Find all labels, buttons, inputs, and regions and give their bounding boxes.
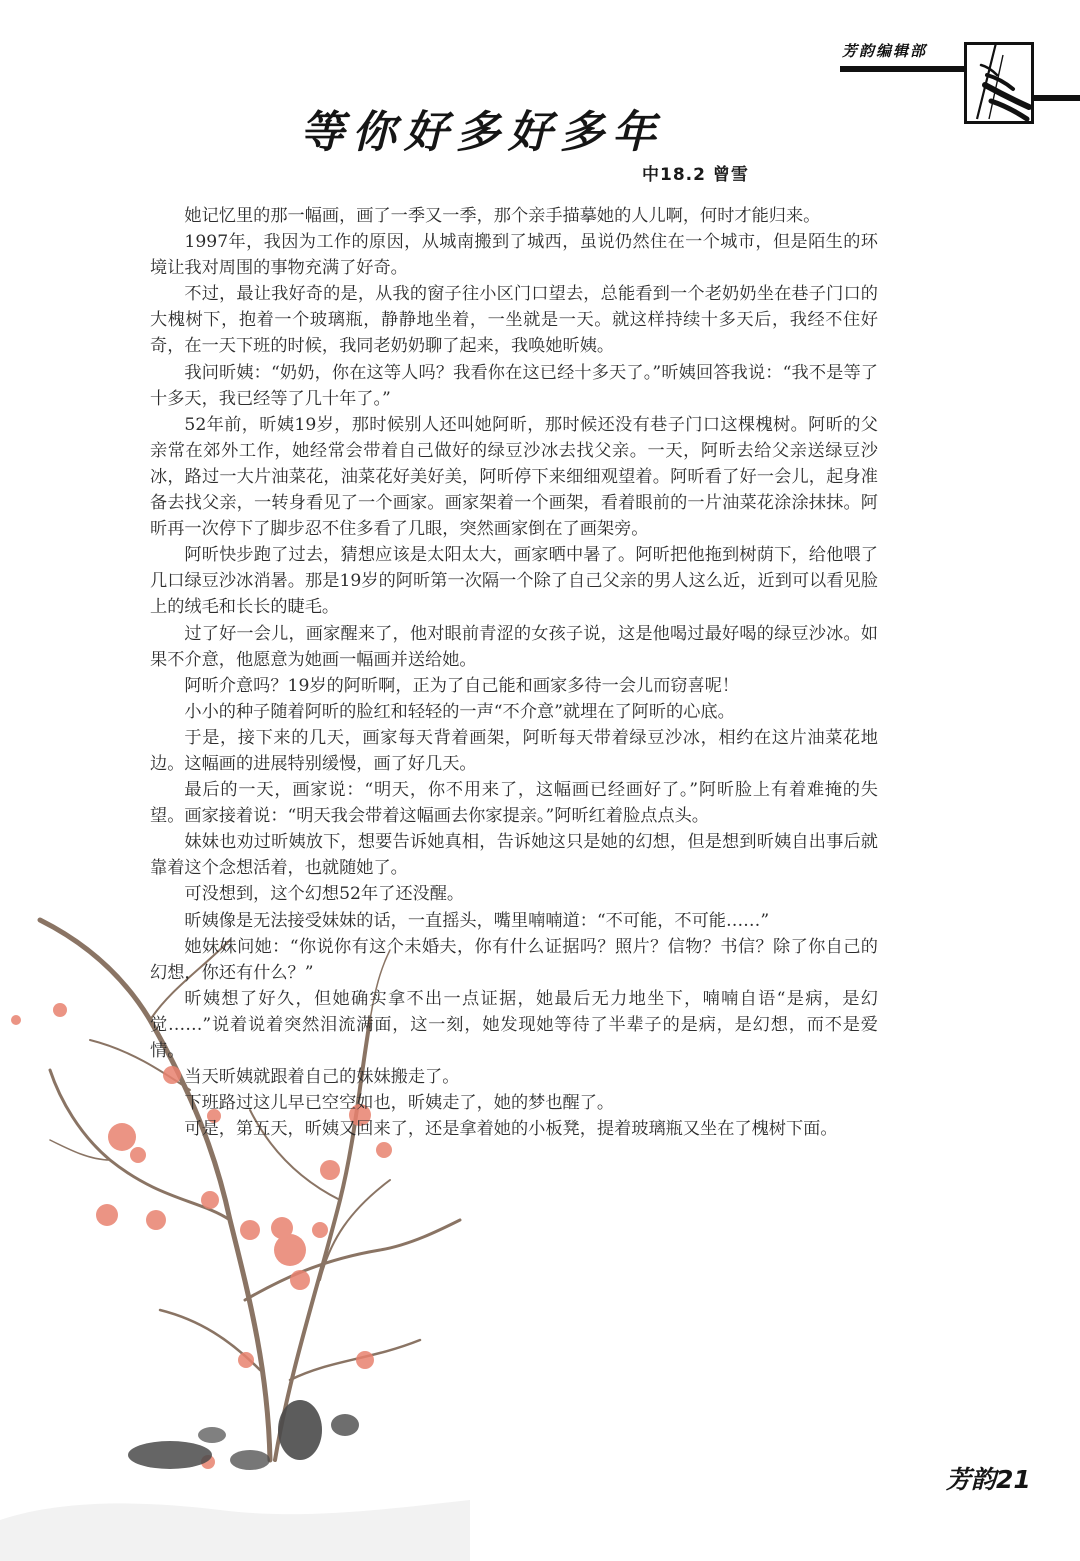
paragraph: 于是，接下来的几天，画家每天背着画架，阿昕每天带着绿豆沙冰，相约在这片油菜花地边。这幅画的进展特别缓慢，画了好几天。 xyxy=(150,727,878,774)
paragraph: 52年前，昕姨19岁，那时候别人还叫她阿昕，那时候还没有巷子门口这棵槐树。阿昕的父亲常在郊外工作，她经常会带着自己做好的绿豆沙冰去找父亲。一天，阿昕去给父亲送绿豆沙冰，路过一大片油菜花，油菜花好美好美，阿昕停下来细细观望着。阿昕看了好一会儿，起身准备去找父亲，一转身看见了一个画家。画家架着一个画架，看着眼前的一片油菜花涂涂抹抹。阿昕再一次停下了脚步忍不住多看了几眼，突然画家倒在了画架旁。 xyxy=(150,414,878,540)
paragraph: 可是，第五天，昕姨又回来了，还是拿着她的小板凳，提着玻璃瓶又坐在了槐树下面。 xyxy=(184,1119,838,1140)
article-byline: 中18.2 曾雪 xyxy=(642,165,749,185)
paragraph: 妹妹也劝过昕姨放下，想要告诉她真相，告诉她这只是她的幻想，但是想到昕姨自出事后就靠着这个念想活着，也就随她了。 xyxy=(150,832,878,879)
paragraph: 当天昕姨就跟着自己的妹妹搬走了。 xyxy=(184,1067,460,1088)
article-title: 等你好多好多年 xyxy=(300,107,664,158)
header-rule xyxy=(840,66,970,72)
paragraph: 阿昕介意吗？19岁的阿昕啊，正为了自己能和画家多待一会儿而窃喜呢！ xyxy=(184,675,740,696)
paragraph: 可没想到，这个幻想52年了还没醒。 xyxy=(184,884,465,905)
paragraph: 不过，最让我好奇的是，从我的窗子往小区门口望去，总能看到一个老奶奶坐在巷子门口的大槐树下，抱着一个玻璃瓶，静静地坐着，一坐就是一天。就这样持续十多天后，我经不住好奇，在一天下班的时候，我同老奶奶聊了起来，我唤她昕姨。 xyxy=(150,284,878,357)
paragraph: 她妹妹问她：“你说你有这个未婚夫，你有什么证据吗？照片？信物？书信？除了你自己的幻想，你还有什么？” xyxy=(150,936,878,983)
paragraph: 昕姨想了好久，但她确实拿不出一点证据，她最后无力地坐下，喃喃自语“是病，是幻觉……”说着说着突然泪流满面，这一刻，她发现她等待了半辈子的是病，是幻想，而不是爱情。 xyxy=(150,988,878,1061)
article-body xyxy=(150,203,878,1142)
paragraph: 小小的种子随着阿昕的脸红和轻轻的一声“不介意”就埋在了阿昕的心底。 xyxy=(184,701,735,722)
paragraph: 过了好一会儿，画家醒来了，他对眼前青涩的女孩子说，这是他喝过最好喝的绿豆沙冰。如果不介意，他愿意为她画一幅画并送给她。 xyxy=(150,623,878,670)
page-number: 芳韵21 xyxy=(946,1465,1031,1494)
paragraph: 下班路过这儿早已空空如也，昕姨走了，她的梦也醒了。 xyxy=(184,1093,615,1114)
section-name: 芳韵编辑部 xyxy=(842,42,928,60)
paragraph: 我问昕姨：“奶奶，你在这等人吗？我看你在这已经十多天了。”昕姨回答我说：“我不是等了十多天，我已经等了几十年了。” xyxy=(150,362,878,409)
bamboo-ink-icon xyxy=(964,42,1034,124)
paragraph: 最后的一天，画家说：“明天，你不用来了，这幅画已经画好了。”阿昕脸上有着难掩的失望。画家接着说：“明天我会带着这幅画去你家提亲。”阿昕红着脸点点头。 xyxy=(150,780,878,827)
paragraph: 1997年，我因为工作的原因，从城南搬到了城西，虽说仍然住在一个城市，但是陌生的环境让我对周围的事物充满了好奇。 xyxy=(150,232,878,279)
paragraph: 她记忆里的那一幅画，画了一季又一季，那个亲手描摹她的人儿啊，何时才能归来。 xyxy=(184,206,821,226)
paragraph: 昕姨像是无法接受妹妹的话，一直摇头，嘴里喃喃道：“不可能，不可能……” xyxy=(184,910,770,931)
paragraph: 阿昕快步跑了过去，猜想应该是太阳太大，画家晒中暑了。阿昕把他拖到树荫下，给他喂了几口绿豆沙冰消暑。那是19岁的阿昕第一次隔一个除了自己父亲的男人这么近，近到可以看见脸上的绒毛和长长的睫毛。 xyxy=(150,545,878,618)
